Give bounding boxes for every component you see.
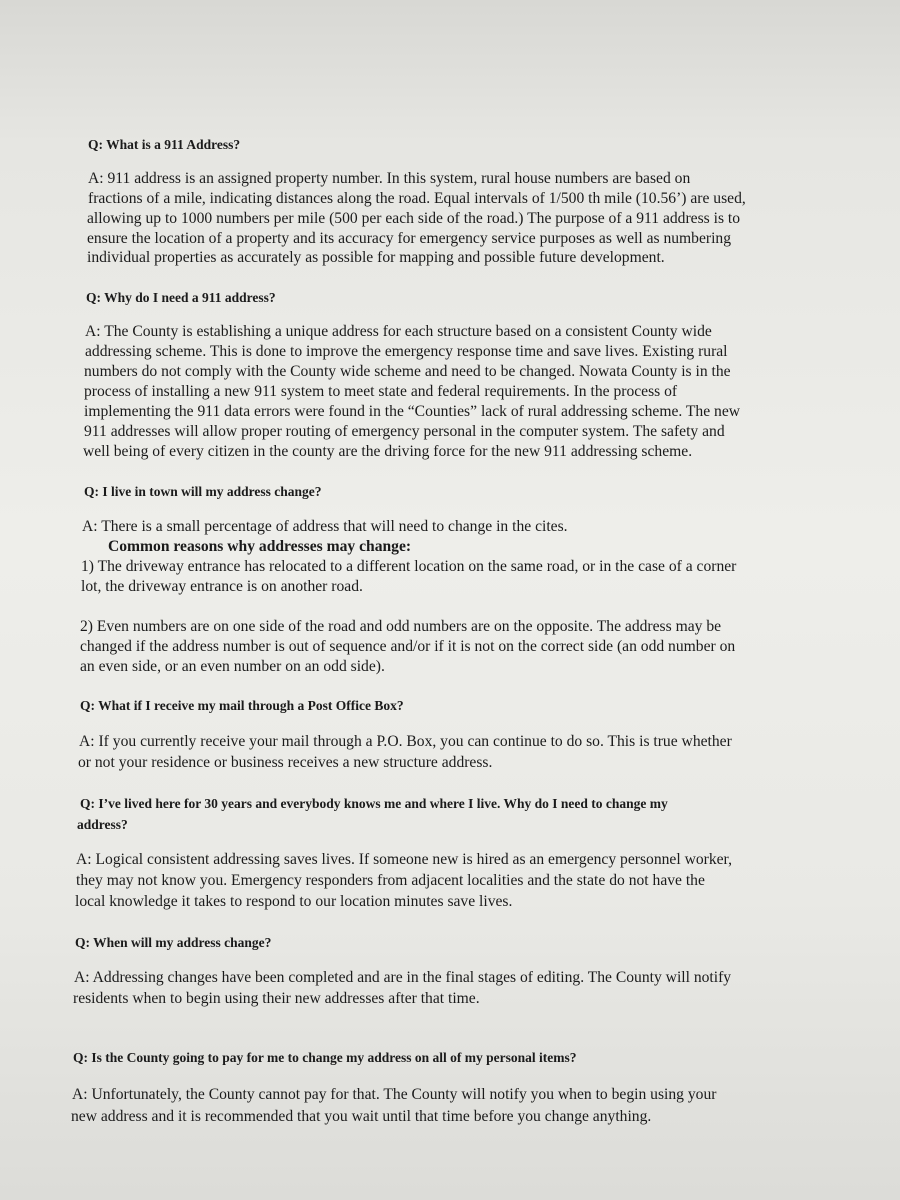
answer-1-line-1: A: 911 address is an assigned property number. In this system, rural house numbers are based on (88, 170, 691, 187)
question-6: Q: When will my address change? (75, 935, 272, 950)
common-reasons-heading: Common reasons why addresses may change: (108, 538, 412, 555)
answer-6-line-2: residents when to begin using their new addresses after that time. (73, 990, 480, 1007)
answer-1-line-2: fractions of a mile, indicating distances along the road. Equal intervals of 1/500 th mile (10.56’) are used, (88, 190, 746, 207)
answer-2-line-4: process of installing a new 911 system to meet state and federal requirements. In the process of (84, 383, 678, 400)
answer-1-line-5: individual properties as accurately as possible for mapping and possible future development. (87, 249, 665, 266)
answer-3-line-1: A: There is a small percentage of address that will need to change in the cites. (82, 518, 568, 535)
answer-6-line-1: A: Addressing changes have been completed and are in the final stages of editing. The County will notify (74, 969, 732, 986)
question-5-line-1: Q: I’ve lived here for 30 years and everybody knows me and where I live. Why do I need to change my (80, 796, 668, 811)
answer-2-line-7: well being of every citizen in the county are the driving force for the new 911 addressing scheme. (83, 443, 693, 460)
answer-1-line-3: allowing up to 1000 numbers per mile (500 per each side of the road.) The purpose of a 911 address is to (87, 210, 741, 227)
question-3: Q: I live in town will my address change? (84, 484, 322, 499)
answer-5-line-1: A: Logical consistent addressing saves lives. If someone new is hired as an emergency personnel worker, (76, 851, 733, 868)
answer-4-line-1: A: If you currently receive your mail through a P.O. Box, you can continue to do so. This is true whether (79, 733, 732, 750)
answer-7-line-1: A: Unfortunately, the County cannot pay for that. The County will notify you when to begin using your (72, 1086, 717, 1103)
question-4: Q: What if I receive my mail through a Post Office Box? (80, 698, 404, 713)
answer-3-line-6: changed if the address number is out of sequence and/or if it is not on the correct side (an odd number on (80, 638, 736, 655)
answer-7-line-2: new address and it is recommended that you wait until that time before you change anything. (71, 1108, 652, 1125)
answer-3-line-7: an even side, or an even number on an odd side). (80, 658, 385, 675)
answer-2-line-6: 911 addresses will allow proper routing of emergency personal in the computer system. The safety and (84, 423, 725, 440)
answer-3-line-3: 1) The driveway entrance has relocated to a different location on the same road, or in the case of a corner (81, 558, 737, 575)
answer-1-line-4: ensure the location of a property and its accuracy for emergency service purposes as well as numbering (87, 230, 732, 247)
answer-3-line-5: 2) Even numbers are on one side of the road and odd numbers are on the opposite. The address may be (80, 618, 722, 635)
question-5-line-2: address? (77, 817, 128, 832)
answer-2-line-3: numbers do not comply with the County wide scheme and need to be changed. Nowata County is in the (84, 363, 731, 380)
answer-2-line-2: addressing scheme. This is done to improve the emergency response time and save lives. Existing rural (85, 343, 728, 360)
question-1: Q: What is a 911 Address? (88, 137, 241, 152)
answer-2-line-1: A: The County is establishing a unique address for each structure based on a consistent County wide (85, 323, 712, 340)
question-7: Q: Is the County going to pay for me to change my address on all of my personal items? (73, 1050, 577, 1065)
answer-5-line-3: local knowledge it takes to respond to our location minutes save lives. (75, 893, 513, 910)
answer-2-line-5: implementing the 911 data errors were found in the “Counties” lack of rural addressing scheme. The new (84, 403, 741, 420)
answer-4-line-2: or not your residence or business receives a new structure address. (78, 754, 493, 771)
question-2: Q: Why do I need a 911 address? (86, 290, 276, 305)
answer-5-line-2: they may not know you. Emergency responders from adjacent localities and the state do not have the (76, 872, 705, 889)
answer-3-line-4: lot, the driveway entrance is on another road. (81, 578, 363, 595)
